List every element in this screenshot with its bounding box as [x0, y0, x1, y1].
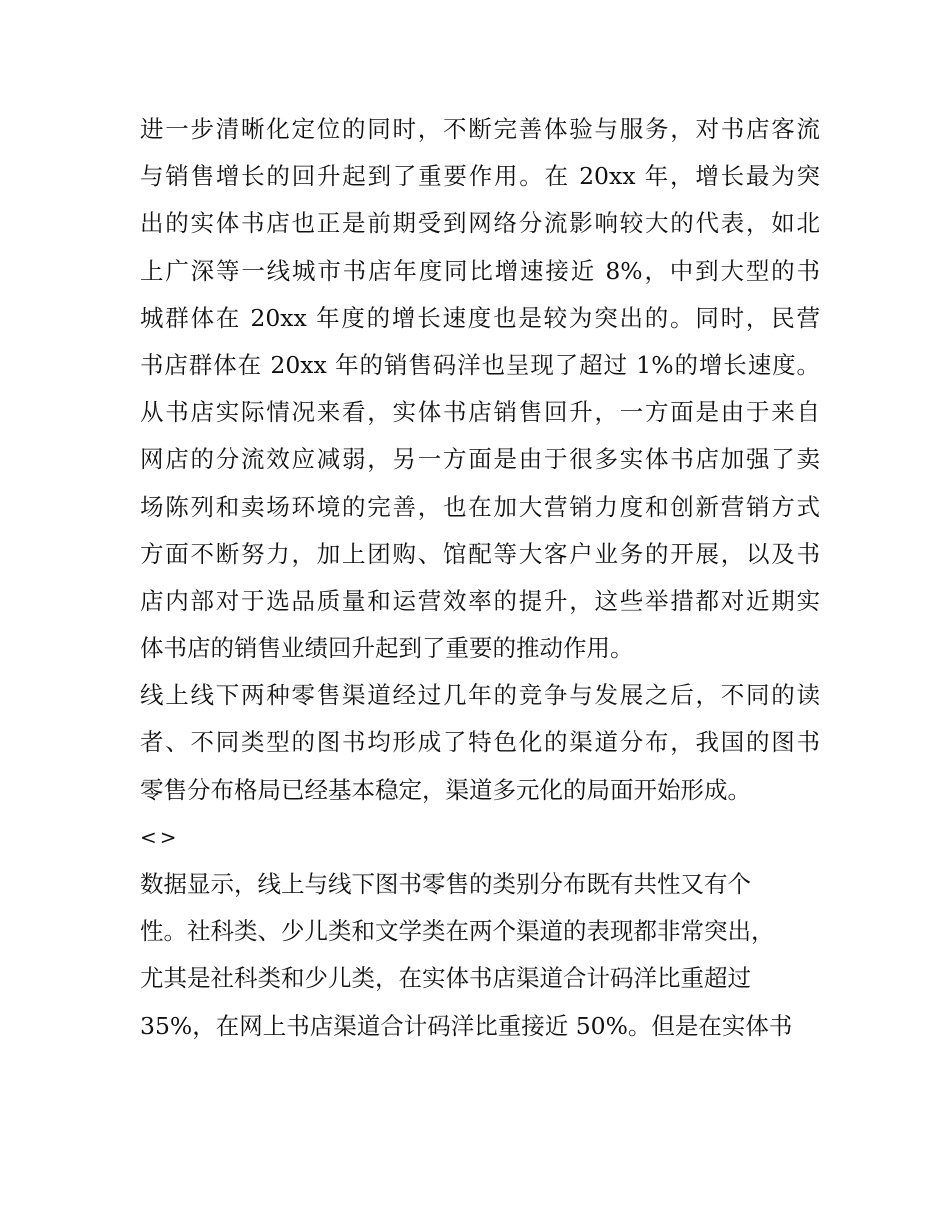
- text-line: 零售分布格局已经基本稳定，渠道多元化的局面开始形成。: [140, 775, 751, 804]
- text-line: 从书店实际情况来看，实体书店销售回升，一方面是由于来自: [140, 398, 820, 427]
- text-line: 上广深等一线城市书店年度同比增速接近 8%，中到大型的书: [140, 256, 820, 285]
- text-line: 体书店的销售业绩回升起到了重要的推动作用。: [140, 634, 634, 663]
- text-line: 35%，在网上书店渠道合计码洋比重接近 50%。但是在实体书: [140, 1011, 793, 1040]
- text-line: 性。社科类、少儿类和文学类在两个渠道的表现都非常突出，: [140, 917, 775, 946]
- text-line: 与销售增长的回升起到了重要作用。在 20xx 年，增长最为突: [140, 162, 820, 191]
- placeholder-marker: <>: [140, 824, 180, 849]
- text-line: 场陈列和卖场环境的完善，也在加大营销力度和创新营销方式: [140, 492, 820, 521]
- text-line: 书店群体在 20xx 年的销售码洋也呈现了超过 1%的增长速度。: [140, 350, 820, 379]
- text-line: 店内部对于选品质量和运营效率的提升，这些举措都对近期实: [140, 586, 820, 615]
- text-line: 尤其是社科类和少儿类，在实体书店渠道合计码洋比重超过: [140, 964, 751, 993]
- text-line: 线上线下两种零售渠道经过几年的竞争与发展之后，不同的读: [140, 681, 820, 710]
- text-line: 进一步清晰化定位的同时，不断完善体验与服务，对书店客流: [140, 115, 820, 143]
- text-line: 数据显示，线上与线下图书零售的类别分布既有共性又有个: [140, 870, 751, 898]
- text-line: 出的实体书店也正是前期受到网络分流影响较大的代表，如北: [140, 209, 820, 238]
- body-text: [140, 106, 820, 1050]
- text-line: 城群体在 20xx 年度的增长速度也是较为突出的。同时，民营: [140, 303, 820, 332]
- text-line: 者、不同类型的图书均形成了特色化的渠道分布，我国的图书: [140, 728, 820, 757]
- text-line: 方面不断努力，加上团购、馆配等大客户业务的开展，以及书: [140, 539, 820, 568]
- text-line: 网店的分流效应减弱，另一方面是由于很多实体书店加强了卖: [140, 445, 820, 474]
